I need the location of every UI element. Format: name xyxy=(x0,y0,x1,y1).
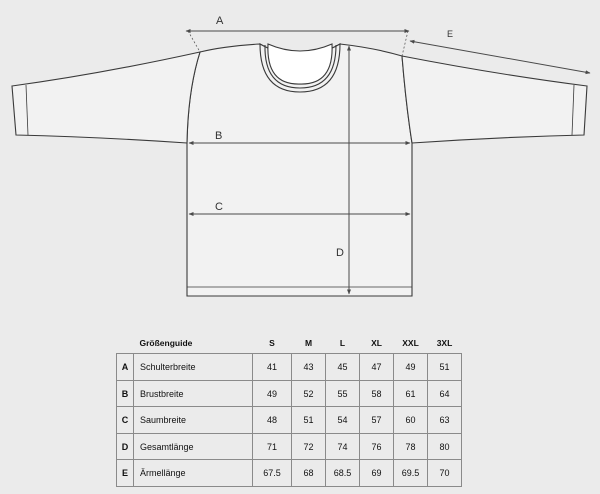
size-value: 76 xyxy=(360,434,394,460)
row-name: Gesamtlänge xyxy=(134,434,253,460)
row-name: Ärmellänge xyxy=(134,460,253,487)
size-value: 51 xyxy=(292,407,326,434)
row-name: Schulterbreite xyxy=(134,354,253,381)
size-value: 74 xyxy=(326,434,360,460)
row-name: Brustbreite xyxy=(134,381,253,407)
size-value: 54 xyxy=(326,407,360,434)
size-value: 49 xyxy=(253,381,292,407)
row-letter: C xyxy=(117,407,134,434)
size-value: 57 xyxy=(360,407,394,434)
table-row xyxy=(117,407,462,434)
label-e: E xyxy=(447,29,454,39)
left-sleeve xyxy=(12,52,200,143)
size-header: XL xyxy=(371,338,382,348)
size-value: 69.5 xyxy=(394,460,428,487)
size-value: 48 xyxy=(253,407,292,434)
size-value: 69 xyxy=(360,460,394,487)
size-header: L xyxy=(339,338,346,348)
measure-a-guide-left xyxy=(188,31,200,52)
row-letter: A xyxy=(117,354,134,381)
measure-a-guide-right xyxy=(402,31,408,56)
size-value: 72 xyxy=(292,434,326,460)
table-row xyxy=(117,354,462,381)
row-letter: D xyxy=(117,434,134,460)
shirt-outline xyxy=(12,44,587,296)
size-value: 70 xyxy=(428,460,462,487)
right-sleeve xyxy=(402,56,587,143)
row-name: Saumbreite xyxy=(134,407,253,434)
table-row xyxy=(117,434,462,460)
size-value: 55 xyxy=(326,381,360,407)
size-value: 45 xyxy=(326,354,360,381)
table-row xyxy=(117,460,462,487)
size-value: 71 xyxy=(253,434,292,460)
size-value: 43 xyxy=(292,354,326,381)
size-value: 68 xyxy=(292,460,326,487)
size-value: 63 xyxy=(428,407,462,434)
size-value: 64 xyxy=(428,381,462,407)
size-value: 58 xyxy=(360,381,394,407)
label-d: D xyxy=(336,247,344,259)
size-header: S xyxy=(269,338,275,348)
label-c: C xyxy=(215,201,223,213)
row-letter: E xyxy=(117,460,134,487)
row-letter: B xyxy=(117,381,134,407)
size-value: 78 xyxy=(394,434,428,460)
size-value: 41 xyxy=(253,354,292,381)
table-header-row xyxy=(117,333,462,354)
header-spacer xyxy=(117,333,134,354)
size-value: 61 xyxy=(394,381,428,407)
size-value: 51 xyxy=(428,354,462,381)
size-value: 52 xyxy=(292,381,326,407)
size-header: M xyxy=(304,338,313,348)
size-value: 67.5 xyxy=(253,460,292,487)
size-value: 49 xyxy=(394,354,428,381)
label-b: B xyxy=(215,130,223,142)
size-header: XXL xyxy=(402,338,419,348)
size-value: 68.5 xyxy=(326,460,360,487)
size-value: 80 xyxy=(428,434,462,460)
size-guide-table xyxy=(116,333,462,487)
table-title: Größenguide xyxy=(139,338,193,348)
size-header: 3XL xyxy=(436,338,453,348)
size-value: 60 xyxy=(394,407,428,434)
label-a: A xyxy=(216,15,224,27)
table-row xyxy=(117,381,462,407)
size-value: 47 xyxy=(360,354,394,381)
